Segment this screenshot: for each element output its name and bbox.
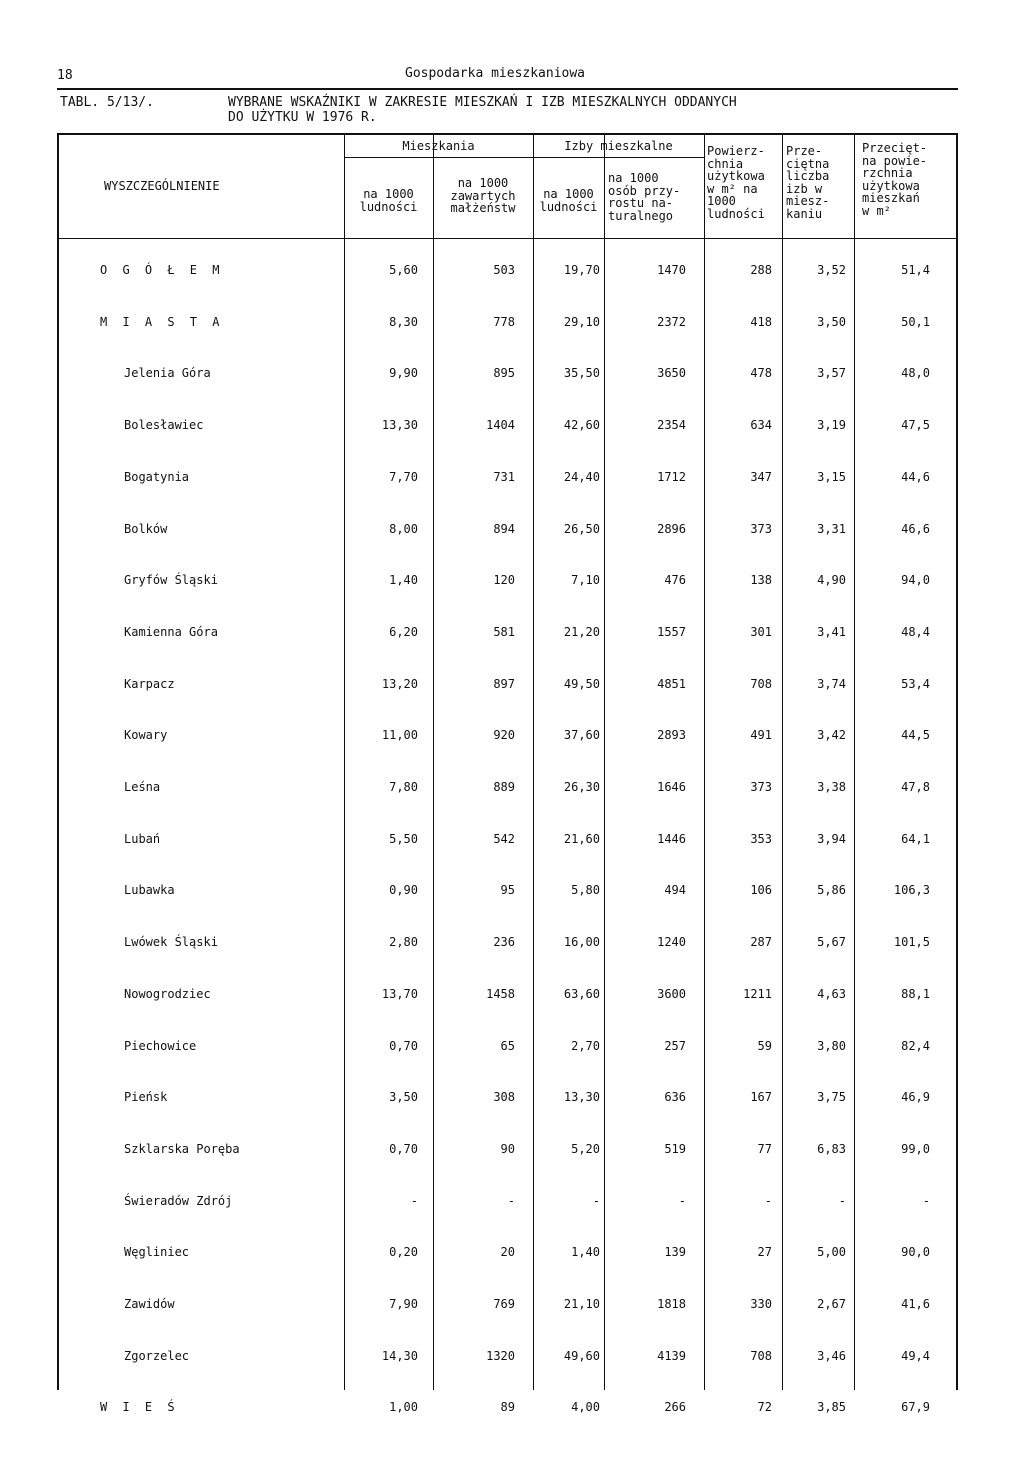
row-value: 13,30: [563, 1090, 600, 1105]
col-header-5: Powierz- chnia użytkowa w m² na 1000 ludności: [707, 144, 765, 221]
row-value: 3,52: [817, 263, 846, 277]
table-row: [0, 1245, 1024, 1265]
row-value: 5,50: [389, 831, 418, 846]
row-value: 29,10: [563, 314, 600, 329]
row-value: 7,80: [389, 780, 418, 794]
row-label: Bogatynia: [124, 469, 190, 484]
table-row: [0, 263, 1024, 283]
row-value: 77: [757, 1141, 772, 1156]
row-value: 138: [750, 573, 772, 588]
row-value: 1446: [657, 831, 686, 846]
group-underline: [344, 157, 704, 158]
row-value: 2,80: [389, 935, 418, 950]
col-header-7: Przecięt- na powie- rzchnia użytkowa mieszkań w m²: [862, 141, 928, 218]
row-value: 90: [500, 1141, 515, 1156]
row-value: 49,60: [563, 1348, 600, 1363]
row-value: 120: [493, 573, 515, 588]
row-value: 21,20: [563, 624, 600, 639]
row-label: Bolesławiec: [124, 418, 204, 433]
row-value: 89: [500, 1400, 515, 1415]
row-value: 708: [750, 676, 772, 691]
row-value: 1646: [657, 780, 686, 794]
row-value: 2893: [657, 728, 686, 743]
row-value: 308: [493, 1090, 515, 1105]
row-value: 3,75: [817, 1090, 846, 1105]
table-row: [0, 418, 1024, 438]
row-value: 13,20: [381, 676, 418, 691]
row-value: 65: [500, 1038, 515, 1053]
row-value: 3,50: [817, 314, 846, 329]
row-value: 20: [500, 1245, 515, 1260]
row-label: Kamienna Góra: [124, 624, 218, 639]
row-value: 63,60: [563, 986, 600, 1001]
row-value: 503: [493, 263, 515, 277]
row-value: 373: [750, 780, 772, 794]
row-value: 1557: [657, 624, 686, 639]
group-header-mieszkania: Mieszkania: [402, 139, 475, 153]
row-value: 5,20: [571, 1141, 600, 1156]
row-value: 139: [664, 1245, 686, 1260]
row-value: 94,0: [901, 573, 930, 588]
row-value: 769: [493, 1297, 515, 1311]
row-value: 491: [750, 728, 772, 743]
row-value: 50,1: [901, 314, 930, 329]
row-value: 1211: [743, 986, 772, 1001]
row-value: 889: [493, 780, 515, 794]
row-value: 26,30: [563, 780, 600, 794]
row-value: 895: [493, 366, 515, 381]
row-label: Karpacz: [124, 676, 175, 691]
row-value: 2,67: [817, 1297, 846, 1311]
row-value: 13,70: [381, 986, 418, 1001]
row-value: 778: [493, 314, 515, 329]
row-value: 11,00: [381, 728, 418, 743]
row-value: 106: [750, 883, 772, 898]
row-value: -: [678, 1193, 686, 1208]
row-value: 3,15: [817, 469, 846, 484]
row-value: 4851: [657, 676, 686, 691]
row-value: 347: [750, 469, 772, 484]
row-value: 5,60: [389, 263, 418, 277]
row-value: 48,0: [901, 366, 930, 381]
row-value: 21,60: [563, 831, 600, 846]
row-value: 519: [664, 1141, 686, 1156]
row-value: 636: [664, 1090, 686, 1105]
row-value: 3,74: [817, 676, 846, 691]
row-value: 88,1: [901, 986, 930, 1001]
row-value: 3,41: [817, 624, 846, 639]
table-row: [0, 522, 1024, 542]
row-value: 7,70: [389, 469, 418, 484]
row-value: 476: [664, 573, 686, 588]
row-label: Lubawka: [124, 883, 175, 898]
row-value: 2,70: [571, 1038, 600, 1053]
row-value: 95: [500, 883, 515, 898]
row-value: 167: [750, 1090, 772, 1105]
row-value: 1404: [486, 418, 515, 433]
row-label: Szklarska Poręba: [124, 1141, 240, 1156]
row-label: Nowogrodziec: [124, 986, 211, 1001]
row-label: M I A S T A: [100, 314, 224, 329]
row-value: 897: [493, 676, 515, 691]
row-value: 46,6: [901, 521, 930, 536]
row-value: 353: [750, 831, 772, 846]
row-value: 44,5: [901, 728, 930, 743]
row-value: 1818: [657, 1297, 686, 1311]
row-value: 494: [664, 883, 686, 898]
row-value: 894: [493, 521, 515, 536]
table-row: [0, 366, 1024, 386]
row-value: 1470: [657, 263, 686, 277]
row-value: 8,00: [389, 521, 418, 536]
row-value: 26,50: [563, 521, 600, 536]
table-row: [0, 987, 1024, 1007]
col-header-4: na 1000 osób przy- rostu na- turalnego: [608, 171, 681, 223]
row-value: 0,90: [389, 883, 418, 898]
row-value: -: [592, 1193, 600, 1208]
header-bottom-rule: [57, 238, 958, 239]
table-row: [0, 625, 1024, 645]
table-title: WYBRANE WSKAŹNIKI W ZAKRESIE MIESZKAŃ I IZB MIESZKALNYCH ODDANYCH DO UŻYTKU W 1976 R.: [228, 95, 737, 125]
col-header-2: na 1000 zawartych małżeństw: [450, 176, 516, 215]
row-value: 49,50: [563, 676, 600, 691]
row-value: 6,20: [389, 624, 418, 639]
row-value: 266: [664, 1400, 686, 1415]
row-value: 2372: [657, 314, 686, 329]
row-value: 53,4: [901, 676, 930, 691]
row-value: 2896: [657, 521, 686, 536]
row-label: Piechowice: [124, 1038, 197, 1053]
row-value: 4139: [657, 1348, 686, 1363]
row-value: 1320: [486, 1348, 515, 1363]
table-row: [0, 573, 1024, 593]
row-value: 5,86: [817, 883, 846, 898]
col-header-6: Prze- ciętna liczba izb w miesz- kaniu: [786, 144, 830, 221]
table-number: TABL. 5/13/.: [60, 95, 154, 110]
row-label: Świeradów Zdrój: [124, 1193, 233, 1208]
table-row: [0, 935, 1024, 955]
row-value: 478: [750, 366, 772, 381]
row-value: 47,5: [901, 418, 930, 433]
row-value: 14,30: [381, 1348, 418, 1363]
row-value: 82,4: [901, 1038, 930, 1053]
row-value: -: [838, 1193, 846, 1208]
row-value: 24,40: [563, 469, 600, 484]
row-value: 708: [750, 1348, 772, 1363]
row-value: 8,30: [389, 314, 418, 329]
row-label: Węgliniec: [124, 1245, 190, 1260]
row-value: 1458: [486, 986, 515, 1001]
row-value: 3,94: [817, 831, 846, 846]
row-value: 13,30: [381, 418, 418, 433]
stub-header: WYSZCZEGÓLNIENIE: [104, 179, 220, 193]
row-label: Zgorzelec: [124, 1348, 190, 1363]
table-row: [0, 728, 1024, 748]
row-value: 4,00: [571, 1400, 600, 1415]
row-value: 236: [493, 935, 515, 950]
row-value: 42,60: [563, 418, 600, 433]
row-value: 4,90: [817, 573, 846, 588]
row-value: 581: [493, 624, 515, 639]
table-row: [0, 1090, 1024, 1110]
table-row: [0, 677, 1024, 697]
row-value: 64,1: [901, 831, 930, 846]
row-value: 257: [664, 1038, 686, 1053]
row-value: 59: [757, 1038, 772, 1053]
col-header-1: na 1000 ludności: [359, 187, 418, 214]
table-row: [0, 315, 1024, 335]
row-value: 1,40: [389, 573, 418, 588]
row-value: 3,46: [817, 1348, 846, 1363]
row-value: 418: [750, 314, 772, 329]
row-value: 920: [493, 728, 515, 743]
row-label: Lubań: [124, 831, 161, 846]
row-value: 634: [750, 418, 772, 433]
row-label: Gryfów Śląski: [124, 573, 218, 588]
row-value: 3,50: [389, 1090, 418, 1105]
row-value: 5,00: [817, 1245, 846, 1260]
row-value: 731: [493, 469, 515, 484]
row-value: 5,67: [817, 935, 846, 950]
row-value: 4,63: [817, 986, 846, 1001]
row-value: 542: [493, 831, 515, 846]
col-header-3: na 1000 ludności: [539, 187, 598, 214]
page-number: 18: [57, 68, 73, 83]
row-value: 44,6: [901, 469, 930, 484]
row-value: 67,9: [901, 1400, 930, 1415]
row-value: 16,00: [563, 935, 600, 950]
row-value: 1,00: [389, 1400, 418, 1415]
row-value: 49,4: [901, 1348, 930, 1363]
row-value: 287: [750, 935, 772, 950]
top-rule: [57, 88, 958, 90]
row-value: 1,40: [571, 1245, 600, 1260]
row-label: O G Ó Ł E M: [100, 263, 224, 277]
row-value: 99,0: [901, 1141, 930, 1156]
running-head: Gospodarka mieszkaniowa: [405, 66, 586, 81]
row-value: 3,57: [817, 366, 846, 381]
row-value: 3600: [657, 986, 686, 1001]
table-row: [0, 1297, 1024, 1317]
row-value: 35,50: [563, 366, 600, 381]
row-label: Leśna: [124, 780, 161, 794]
row-value: -: [507, 1193, 515, 1208]
row-value: 101,5: [893, 935, 930, 950]
row-value: 1240: [657, 935, 686, 950]
row-value: 301: [750, 624, 772, 639]
table-row: [0, 883, 1024, 903]
table-row: [0, 1194, 1024, 1214]
table-row: [0, 1142, 1024, 1162]
row-value: 106,3: [893, 883, 930, 898]
row-value: 2354: [657, 418, 686, 433]
row-value: 9,90: [389, 366, 418, 381]
row-value: 3,80: [817, 1038, 846, 1053]
row-label: Lwówek Śląski: [124, 935, 218, 950]
row-value: 48,4: [901, 624, 930, 639]
row-value: 51,4: [901, 263, 930, 277]
row-label: Zawidów: [124, 1297, 175, 1311]
row-label: Bolków: [124, 521, 168, 536]
row-value: 3,31: [817, 521, 846, 536]
row-value: 19,70: [563, 263, 600, 277]
table-row: [0, 470, 1024, 490]
row-value: 0,70: [389, 1038, 418, 1053]
row-value: 37,60: [563, 728, 600, 743]
row-value: 3,38: [817, 780, 846, 794]
row-value: 72: [757, 1400, 772, 1415]
table-row: [0, 1349, 1024, 1369]
table-row: [0, 780, 1024, 800]
row-label: W I E Ś: [100, 1400, 179, 1415]
row-value: 3,42: [817, 728, 846, 743]
row-label: Jelenia Góra: [124, 366, 211, 381]
row-value: 3,19: [817, 418, 846, 433]
table-row: [0, 1039, 1024, 1059]
row-value: 21,10: [563, 1297, 600, 1311]
table-row: [0, 1400, 1024, 1420]
row-value: 288: [750, 263, 772, 277]
row-label: Pieńsk: [124, 1090, 168, 1105]
row-value: 5,80: [571, 883, 600, 898]
row-value: 3650: [657, 366, 686, 381]
row-value: 7,90: [389, 1297, 418, 1311]
row-value: 330: [750, 1297, 772, 1311]
row-value: 1712: [657, 469, 686, 484]
row-value: 0,20: [389, 1245, 418, 1260]
row-value: 90,0: [901, 1245, 930, 1260]
row-label: Kowary: [124, 728, 168, 743]
row-value: -: [410, 1193, 418, 1208]
table-row: [0, 832, 1024, 852]
row-value: -: [764, 1193, 772, 1208]
row-value: 6,83: [817, 1141, 846, 1156]
row-value: 46,9: [901, 1090, 930, 1105]
row-value: 373: [750, 521, 772, 536]
row-value: 0,70: [389, 1141, 418, 1156]
row-value: 3,85: [817, 1400, 846, 1415]
row-value: 27: [757, 1245, 772, 1260]
row-value: 7,10: [571, 573, 600, 588]
row-value: -: [922, 1193, 930, 1208]
row-value: 47,8: [901, 780, 930, 794]
row-value: 41,6: [901, 1297, 930, 1311]
group-header-izby: Izby mieszkalne: [564, 139, 673, 153]
